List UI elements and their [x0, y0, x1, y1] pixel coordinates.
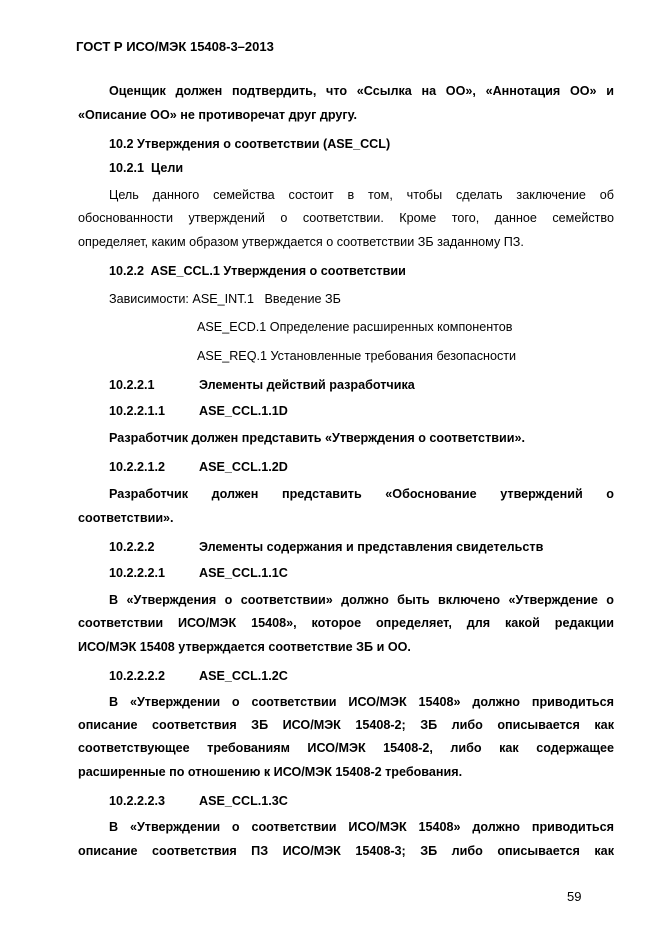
section-10-2-1-heading — [109, 161, 183, 176]
section-10-2-heading — [109, 137, 390, 152]
dependencies-line-2: ASE_ECD.1 Определение расширенных компонентов — [197, 320, 513, 334]
s-10-2-2-2-2-number: 10.2.2.2.2 — [109, 669, 166, 683]
s-10-2-2-2-title: Элементы содержания и представления свидетельств — [199, 540, 544, 554]
s-10-2-2-1-2-title: ASE_CCL.1.2D — [199, 460, 288, 474]
dependencies-line-3: ASE_REQ.1 Установленные требования безопасности — [197, 349, 517, 363]
s-10-2-2-2-2-title: ASE_CCL.1.2C — [199, 669, 288, 683]
document-header: ГОСТ Р ИСО/МЭК 15408-3–2013 — [76, 39, 274, 54]
s-10-2-2-1-1-number: 10.2.2.1.1 — [109, 404, 166, 418]
intro-line-1: Оценщик должен подтвердить, что «Ссылка на ОО», «Аннотация ОО» и — [109, 84, 614, 98]
s-10-2-2-1-title: Элементы действий разработчика — [199, 378, 415, 392]
s-10-2-2-1-number: 10.2.2.1 — [109, 378, 155, 392]
s-10-2-2-2-2-line-4: расширенные по отношению к ИСО/МЭК 15408-2 требования. — [78, 765, 463, 779]
dependencies-line-1: Зависимости: ASE_INT.1 Введение ЗБ — [109, 292, 341, 306]
s-10-2-2-2-2-line-3: соответствующее требованиям ИСО/МЭК 15408-2, либо как содержащее — [78, 741, 614, 755]
goals-line-1: Цель данного семейства состоит в том, чтобы сделать заключение об — [109, 188, 614, 202]
s-10-2-2-1-1-text: Разработчик должен представить «Утверждения о соответствии». — [109, 431, 525, 445]
s-10-2-2-2-3-title: ASE_CCL.1.3C — [199, 794, 288, 808]
section-number: 10.2.1 — [109, 161, 145, 175]
goals-line-2: обоснованности утверждений о соответствии. Кроме того, данное семейство — [78, 211, 614, 225]
s-10-2-2-1-2-number: 10.2.2.1.2 — [109, 460, 166, 474]
s-10-2-2-2-3-line-1: В «Утверждении о соответствии ИСО/МЭК 15408» должно приводиться — [109, 820, 614, 834]
s-10-2-2-2-3-number: 10.2.2.2.3 — [109, 794, 166, 808]
s-10-2-2-2-1-line-1: В «Утверждения о соответствии» должно быть включено «Утверждение о — [109, 593, 614, 607]
s-10-2-2-2-2-line-2: описание соответствия ЗБ ИСО/МЭК 15408-2; ЗБ либо описывается как — [78, 718, 614, 732]
page-number: 59 — [567, 889, 582, 904]
s-10-2-2-1-2-line-2: соответствии». — [78, 511, 174, 525]
s-10-2-2-2-1-title: ASE_CCL.1.1C — [199, 566, 288, 580]
section-title: Цели — [151, 161, 184, 175]
goals-line-3: определяет, каким образом утверждается о соответствии ЗБ заданному ПЗ. — [78, 235, 524, 249]
section-10-2-2-heading — [109, 264, 406, 279]
section-number: 10.2 — [109, 137, 134, 151]
intro-line-2: «Описание ОО» не противоречат друг другу. — [78, 108, 358, 122]
section-title: ASE_CCL.1 Утверждения о соответствии — [150, 264, 406, 278]
s-10-2-2-2-1-line-3: ИСО/МЭК 15408 утверждается соответствие ЗБ и ОО. — [78, 640, 411, 654]
section-number: 10.2.2 — [109, 264, 145, 278]
s-10-2-2-1-1-title: ASE_CCL.1.1D — [199, 404, 288, 418]
s-10-2-2-1-2-line-1: Разработчик должен представить «Обоснование утверждений о — [109, 487, 614, 501]
section-title: Утверждения о соответствии (ASE_CCL) — [137, 137, 391, 151]
s-10-2-2-2-2-line-1: В «Утверждении о соответствии ИСО/МЭК 15408» должно приводиться — [109, 695, 614, 709]
s-10-2-2-2-3-line-2: описание соответствия ПЗ ИСО/МЭК 15408-3; ЗБ либо описывается как — [78, 844, 614, 858]
s-10-2-2-2-1-line-2: соответствии ИСО/МЭК 15408», которое определяет, для какой редакции — [78, 616, 614, 630]
s-10-2-2-2-number: 10.2.2.2 — [109, 540, 155, 554]
s-10-2-2-2-1-number: 10.2.2.2.1 — [109, 566, 166, 580]
